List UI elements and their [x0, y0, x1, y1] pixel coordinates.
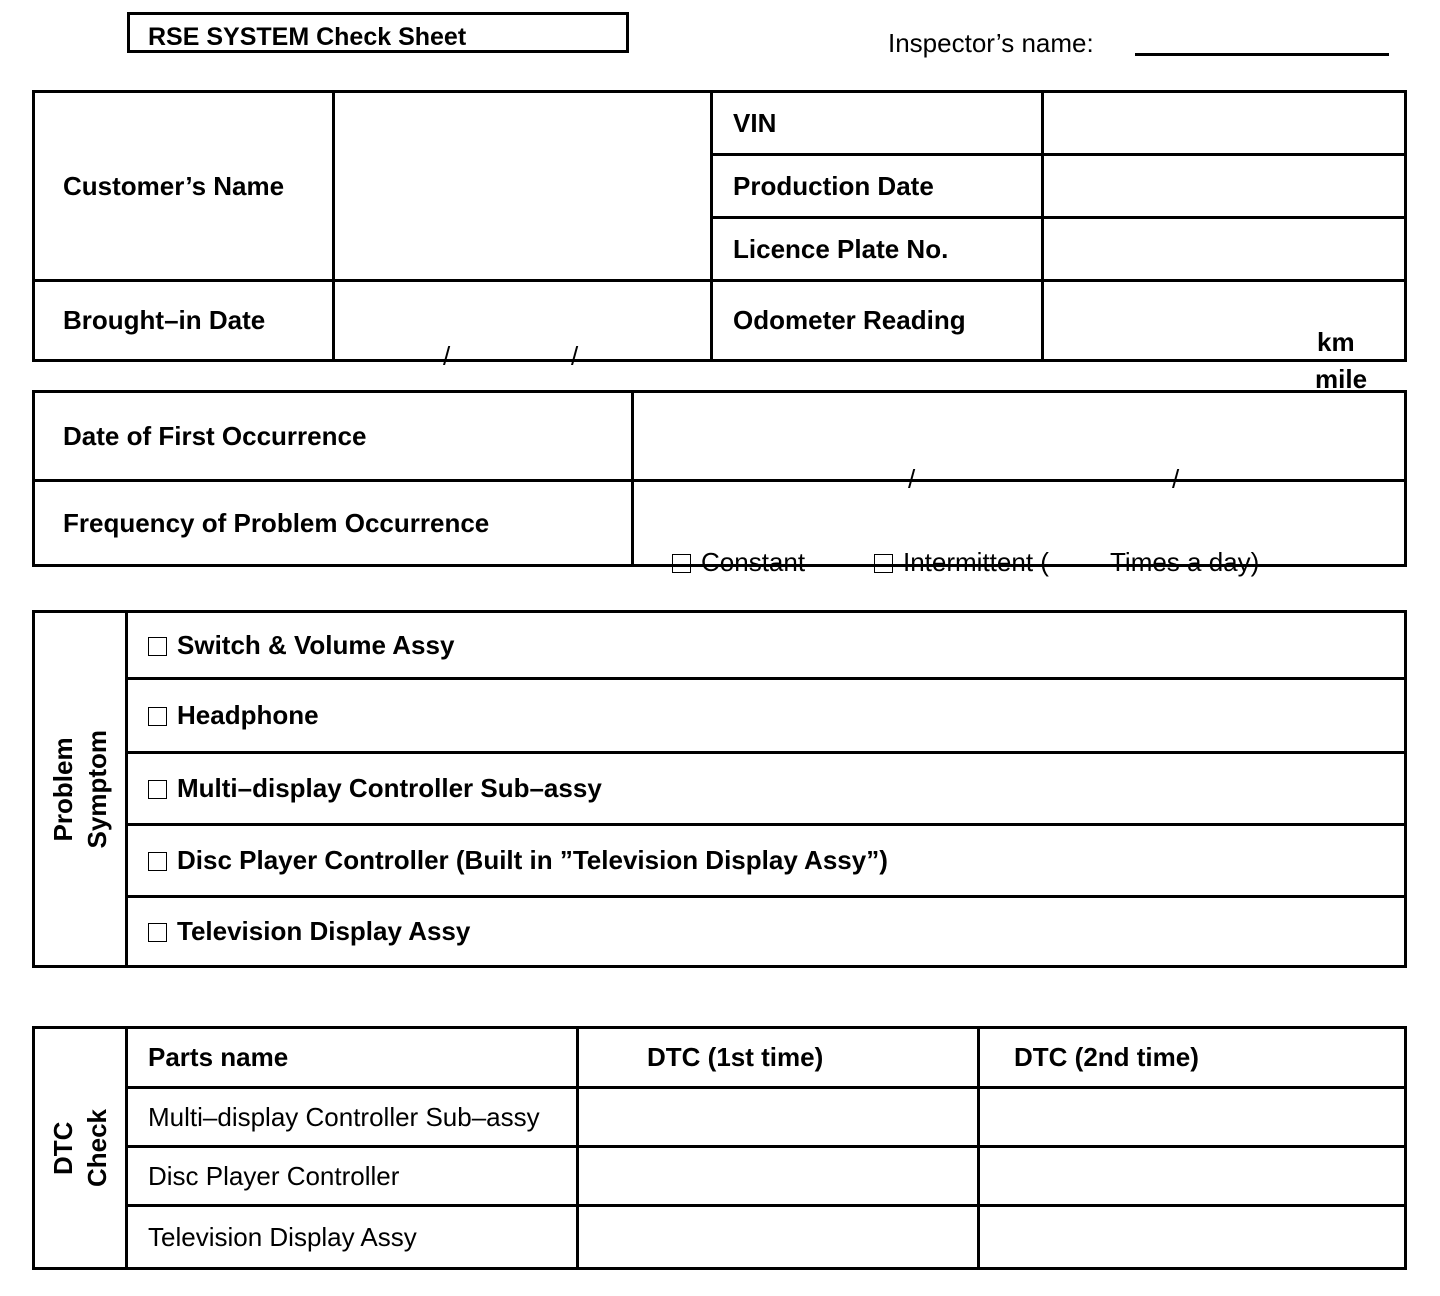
symptom-checkbox[interactable]: [148, 923, 167, 942]
production-date-field[interactable]: [1043, 155, 1406, 218]
customer-name-field[interactable]: [334, 92, 712, 281]
odometer-label: Odometer Reading: [712, 281, 1043, 361]
dtc-1st-header: DTC (1st time): [578, 1028, 979, 1088]
mile-unit: mile: [1315, 363, 1368, 394]
intermittent-checkbox[interactable]: [874, 554, 893, 573]
production-date-label: Production Date: [712, 155, 1043, 218]
symptom-item-label: Multi–display Controller Sub–assy: [177, 773, 602, 803]
vin-field[interactable]: [1043, 92, 1406, 155]
part-name: Disc Player Controller: [127, 1147, 578, 1206]
dtc-2nd-field[interactable]: [979, 1147, 1406, 1206]
parts-name-header: Parts name: [127, 1028, 578, 1088]
symptom-item-label: Switch & Volume Assy: [177, 629, 455, 660]
customer-name-label: Customer’s Name: [34, 92, 334, 281]
first-occurrence-label: Date of First Occurrence: [34, 392, 633, 481]
frequency-label: Frequency of Problem Occurrence: [34, 481, 633, 566]
date-separator: /: [1172, 464, 1180, 494]
symptom-checkbox[interactable]: [148, 780, 167, 799]
page-title: RSE SYSTEM Check Sheet: [148, 23, 467, 51]
problem-symptom-section: [34, 612, 127, 967]
symptom-item[interactable]: [127, 825, 1406, 897]
dtc-1st-field[interactable]: [578, 1206, 979, 1269]
brought-in-date-label: Brought–in Date: [34, 281, 334, 361]
intermittent-option[interactable]: [874, 547, 1049, 578]
vin-label: VIN: [712, 92, 1043, 155]
licence-plate-label: Licence Plate No.: [712, 218, 1043, 281]
part-name: Television Display Assy: [127, 1206, 578, 1269]
date-separator: /: [908, 464, 916, 494]
occurrence-table: [32, 390, 1407, 577]
constant-option[interactable]: [672, 547, 805, 578]
constant-label: Constant: [701, 547, 806, 577]
symptom-item-label: Disc Player Controller (Built in ”Television Display Assy”): [177, 845, 888, 875]
date-separator: /: [443, 340, 451, 371]
symptom-item-label: Television Display Assy: [177, 916, 471, 946]
symptom-item[interactable]: [127, 679, 1406, 753]
symptom-checkbox[interactable]: [148, 852, 167, 871]
dtc-2nd-field[interactable]: [979, 1206, 1406, 1269]
odometer-field[interactable]: [1043, 281, 1406, 394]
intermittent-label: Intermittent (: [903, 547, 1049, 577]
licence-plate-field[interactable]: [1043, 218, 1406, 281]
dtc-check-table: [32, 1026, 1407, 1270]
dtc-2nd-header: DTC (2nd time): [979, 1028, 1406, 1088]
brought-in-date-field[interactable]: [334, 281, 712, 371]
times-a-day-label: Times a day): [1110, 547, 1260, 577]
inspector-label: Inspector’s name:: [888, 28, 1094, 58]
dtc-check-section: [34, 1028, 127, 1269]
inspector-name-field[interactable]: [1135, 53, 1389, 56]
symptom-item-label: Headphone: [177, 700, 319, 730]
km-unit: km: [1317, 326, 1355, 357]
problem-symptom-label: Problem Symptom: [48, 729, 112, 849]
symptom-item[interactable]: [127, 897, 1406, 967]
constant-checkbox[interactable]: [672, 554, 691, 573]
problem-symptom-table: [32, 610, 1407, 968]
first-occurrence-date-field[interactable]: [633, 392, 1406, 494]
symptom-checkbox[interactable]: [148, 707, 167, 726]
date-separator: /: [571, 340, 579, 371]
symptom-item[interactable]: [127, 612, 1406, 679]
dtc-check-label: DTC Check: [48, 1108, 112, 1188]
symptom-item[interactable]: [127, 753, 1406, 825]
dtc-1st-field[interactable]: [578, 1147, 979, 1206]
title-box: [127, 12, 629, 53]
symptom-checkbox[interactable]: [148, 637, 167, 656]
frequency-field: [633, 481, 1406, 577]
dtc-2nd-field[interactable]: [979, 1088, 1406, 1147]
vehicle-info-table: [32, 90, 1407, 394]
part-name: Multi–display Controller Sub–assy: [127, 1088, 578, 1147]
dtc-1st-field[interactable]: [578, 1088, 979, 1147]
